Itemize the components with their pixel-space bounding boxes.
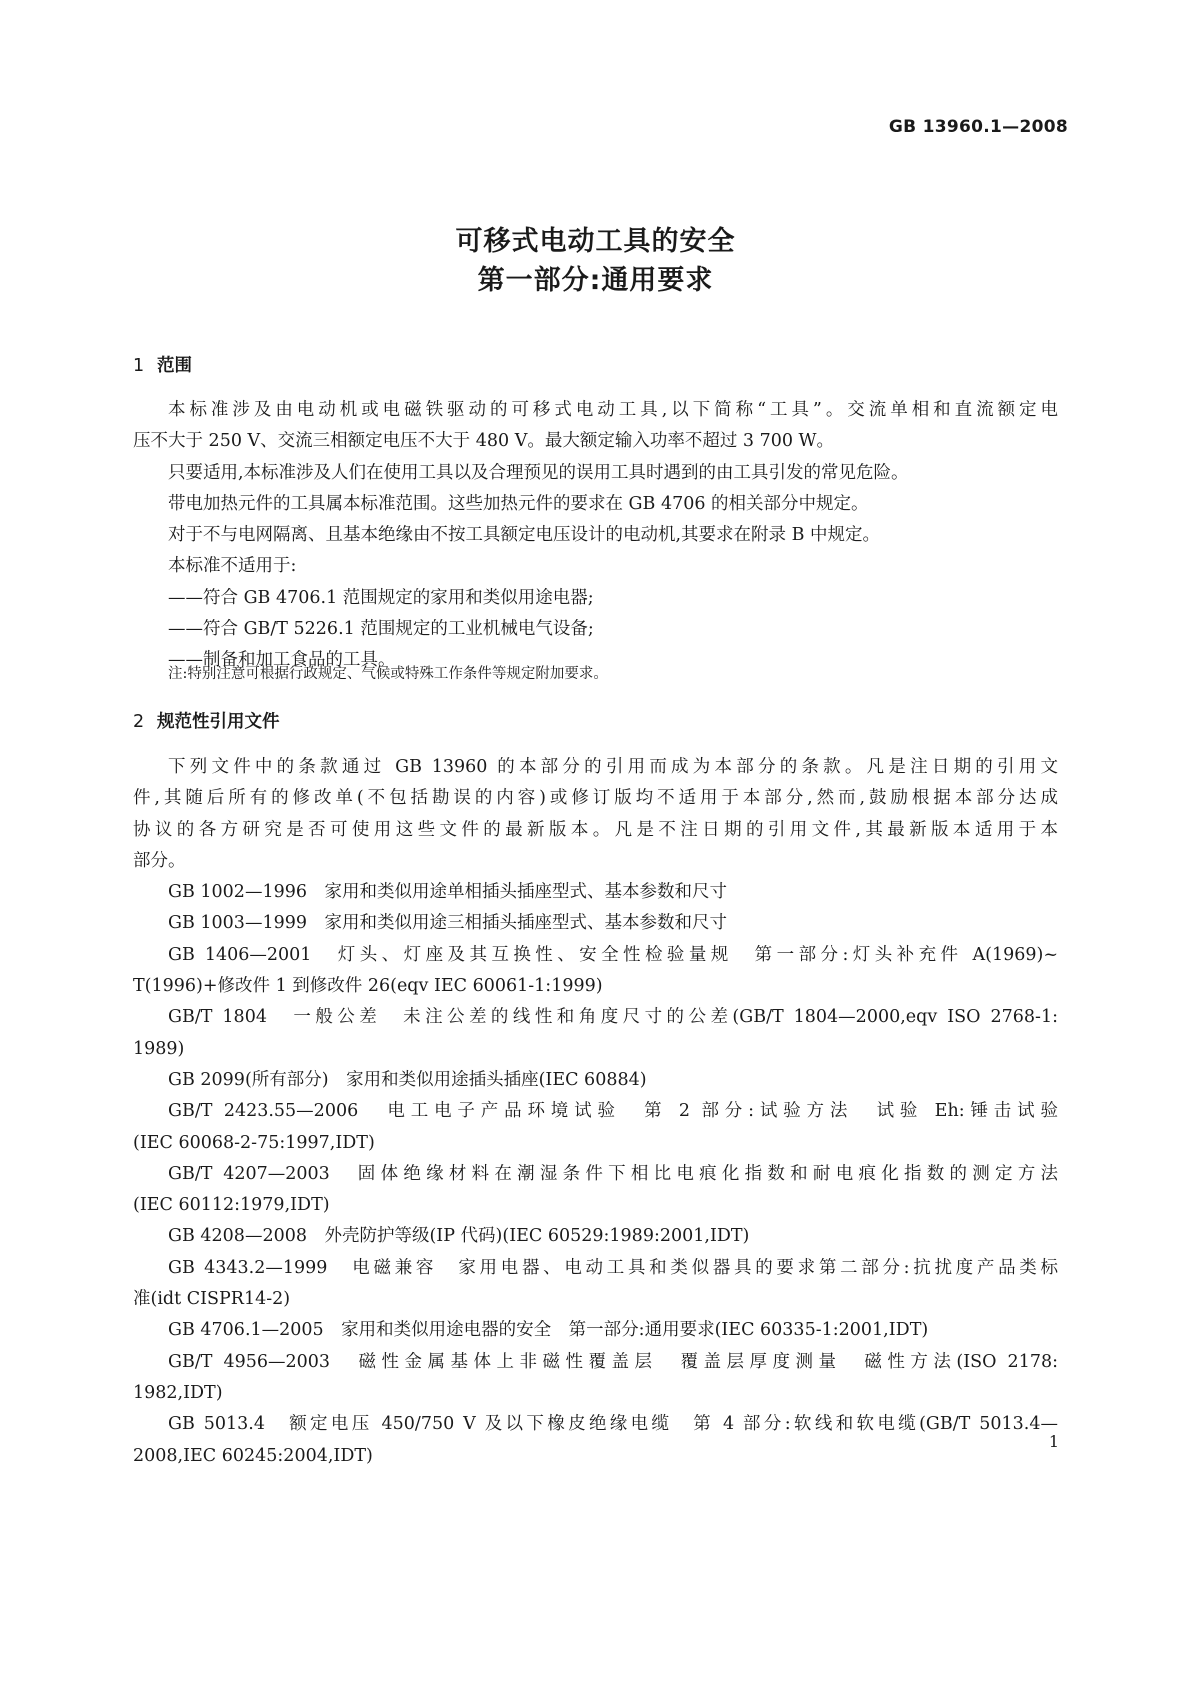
list-item: ——符合 GB/T 5226.1 范围规定的工业机械电气设备; bbox=[168, 619, 594, 640]
section-2-heading bbox=[133, 708, 280, 733]
reference-entry: GB 1002—1996 家用和类似用途单相插头插座型式、基本参数和尺寸 bbox=[168, 882, 727, 903]
note: 注:特别注意可根据行政规定、气候或特殊工作条件等规定附加要求。 bbox=[168, 666, 608, 682]
reference-entry: GB 1003—1999 家用和类似用途三相插头插座型式、基本参数和尺寸 bbox=[168, 913, 727, 934]
reference-entry: GB 4208—2008 外壳防护等级(IP 代码)(IEC 60529:1989:2001,IDT) bbox=[168, 1226, 750, 1247]
reference-entry-cont: 1989) bbox=[133, 1038, 185, 1059]
text-line: 协议的各方研究是否可使用这些文件的最新版本。凡是不注日期的引用文件,其最新版本适用于本 bbox=[133, 819, 1058, 840]
section-number: 2 bbox=[133, 712, 145, 732]
section-number: 1 bbox=[133, 356, 145, 376]
text-line: 件,其随后所有的修改单(不包括勘误的内容)或修订版均不适用于本部分,然而,鼓励根据本部分达成 bbox=[133, 788, 1058, 809]
reference-entry-cont: (IEC 60068-2-75:1997,IDT) bbox=[133, 1132, 375, 1153]
section-title: 规范性引用文件 bbox=[157, 712, 280, 732]
reference-entry: GB 4343.2—1999 电磁兼容 家用电器、电动工具和类似器具的要求第二部分:抗扰度产品类标 bbox=[168, 1257, 1058, 1278]
text-line: 部分。 bbox=[133, 850, 186, 871]
reference-entry-cont: 2008,IEC 60245:2004,IDT) bbox=[133, 1445, 373, 1466]
text-line: 带电加热元件的工具属本标准范围。这些加热元件的要求在 GB 4706 的相关部分中规定。 bbox=[168, 493, 869, 514]
list-item: ——符合 GB 4706.1 范围规定的家用和类似用途电器; bbox=[168, 587, 594, 608]
text-line: 下列文件中的条款通过 GB 13960 的本部分的引用而成为本部分的条款。凡是注日期的引用文 bbox=[168, 757, 1058, 777]
page-number: 1 bbox=[1048, 1432, 1059, 1451]
reference-entry-cont: 1982,IDT) bbox=[133, 1382, 223, 1403]
reference-entry: GB 2099(所有部分) 家用和类似用途插头插座(IEC 60884) bbox=[168, 1069, 647, 1090]
reference-entry-cont: (IEC 60112:1979,IDT) bbox=[133, 1195, 330, 1216]
reference-entry-cont: 准(idt CISPR14-2) bbox=[133, 1289, 291, 1310]
section-2-body bbox=[133, 752, 1058, 1472]
text-line: 对于不与电网隔离、且基本绝缘由不按工具额定电压设计的电动机,其要求在附录 B 中规定。 bbox=[168, 525, 881, 546]
section-1-heading bbox=[133, 352, 192, 377]
reference-entry: GB/T 4207—2003 固体绝缘材料在潮湿条件下相比电痕化指数和耐电痕化指数的测定方法 bbox=[168, 1163, 1058, 1184]
reference-entry: GB/T 1804 一般公差 未注公差的线性和角度尺寸的公差(GB/T 1804—2000,eqv ISO 2768-1: bbox=[168, 1007, 1058, 1028]
reference-entry: GB 4706.1—2005 家用和类似用途电器的安全 第一部分:通用要求(IEC 60335-1:2001,IDT) bbox=[168, 1320, 929, 1341]
reference-entry: GB 1406—2001 灯头、灯座及其互换性、安全性检验量规 第一部分:灯头补充件 A(1969)~ bbox=[168, 944, 1058, 965]
section-title: 范围 bbox=[157, 356, 192, 376]
reference-entry-cont: T(1996)+修改件 1 到修改件 26(eqv IEC 60061-1:1999) bbox=[133, 976, 603, 997]
reference-entry: GB 5013.4 额定电压 450/750 V 及以下橡皮绝缘电缆 第 4 部分:软线和软电缆(GB/T 5013.4— bbox=[168, 1414, 1058, 1435]
document-title-line2: 第一部分:通用要求 bbox=[477, 265, 714, 296]
document-title-line1: 可移式电动工具的安全 bbox=[455, 226, 736, 257]
reference-entry: GB/T 2423.55—2006 电工电子产品环境试验 第 2 部分:试验方法 试验 Eh:锤击试验 bbox=[168, 1101, 1058, 1122]
text-line: 只要适用,本标准涉及人们在使用工具以及合理预见的误用工具时遇到的由工具引发的常见危险。 bbox=[168, 462, 909, 483]
section-1-body bbox=[133, 395, 1058, 677]
text-line: 本标准涉及由电动机或电磁铁驱动的可移式电动工具,以下简称“工具”。交流单相和直流额定电 bbox=[168, 400, 1058, 420]
list-item: ——制备和加工食品的工具。 bbox=[168, 650, 396, 671]
standard-number: GB 13960.1—2008 bbox=[888, 117, 1068, 137]
text-line: 本标准不适用于: bbox=[168, 556, 297, 577]
text-line: 压不大于 250 V、交流三相额定电压不大于 480 V。最大额定输入功率不超过 3 700 W。 bbox=[133, 431, 835, 452]
reference-entry: GB/T 4956—2003 磁性金属基体上非磁性覆盖层 覆盖层厚度测量 磁性方法(ISO 2178: bbox=[168, 1351, 1058, 1372]
